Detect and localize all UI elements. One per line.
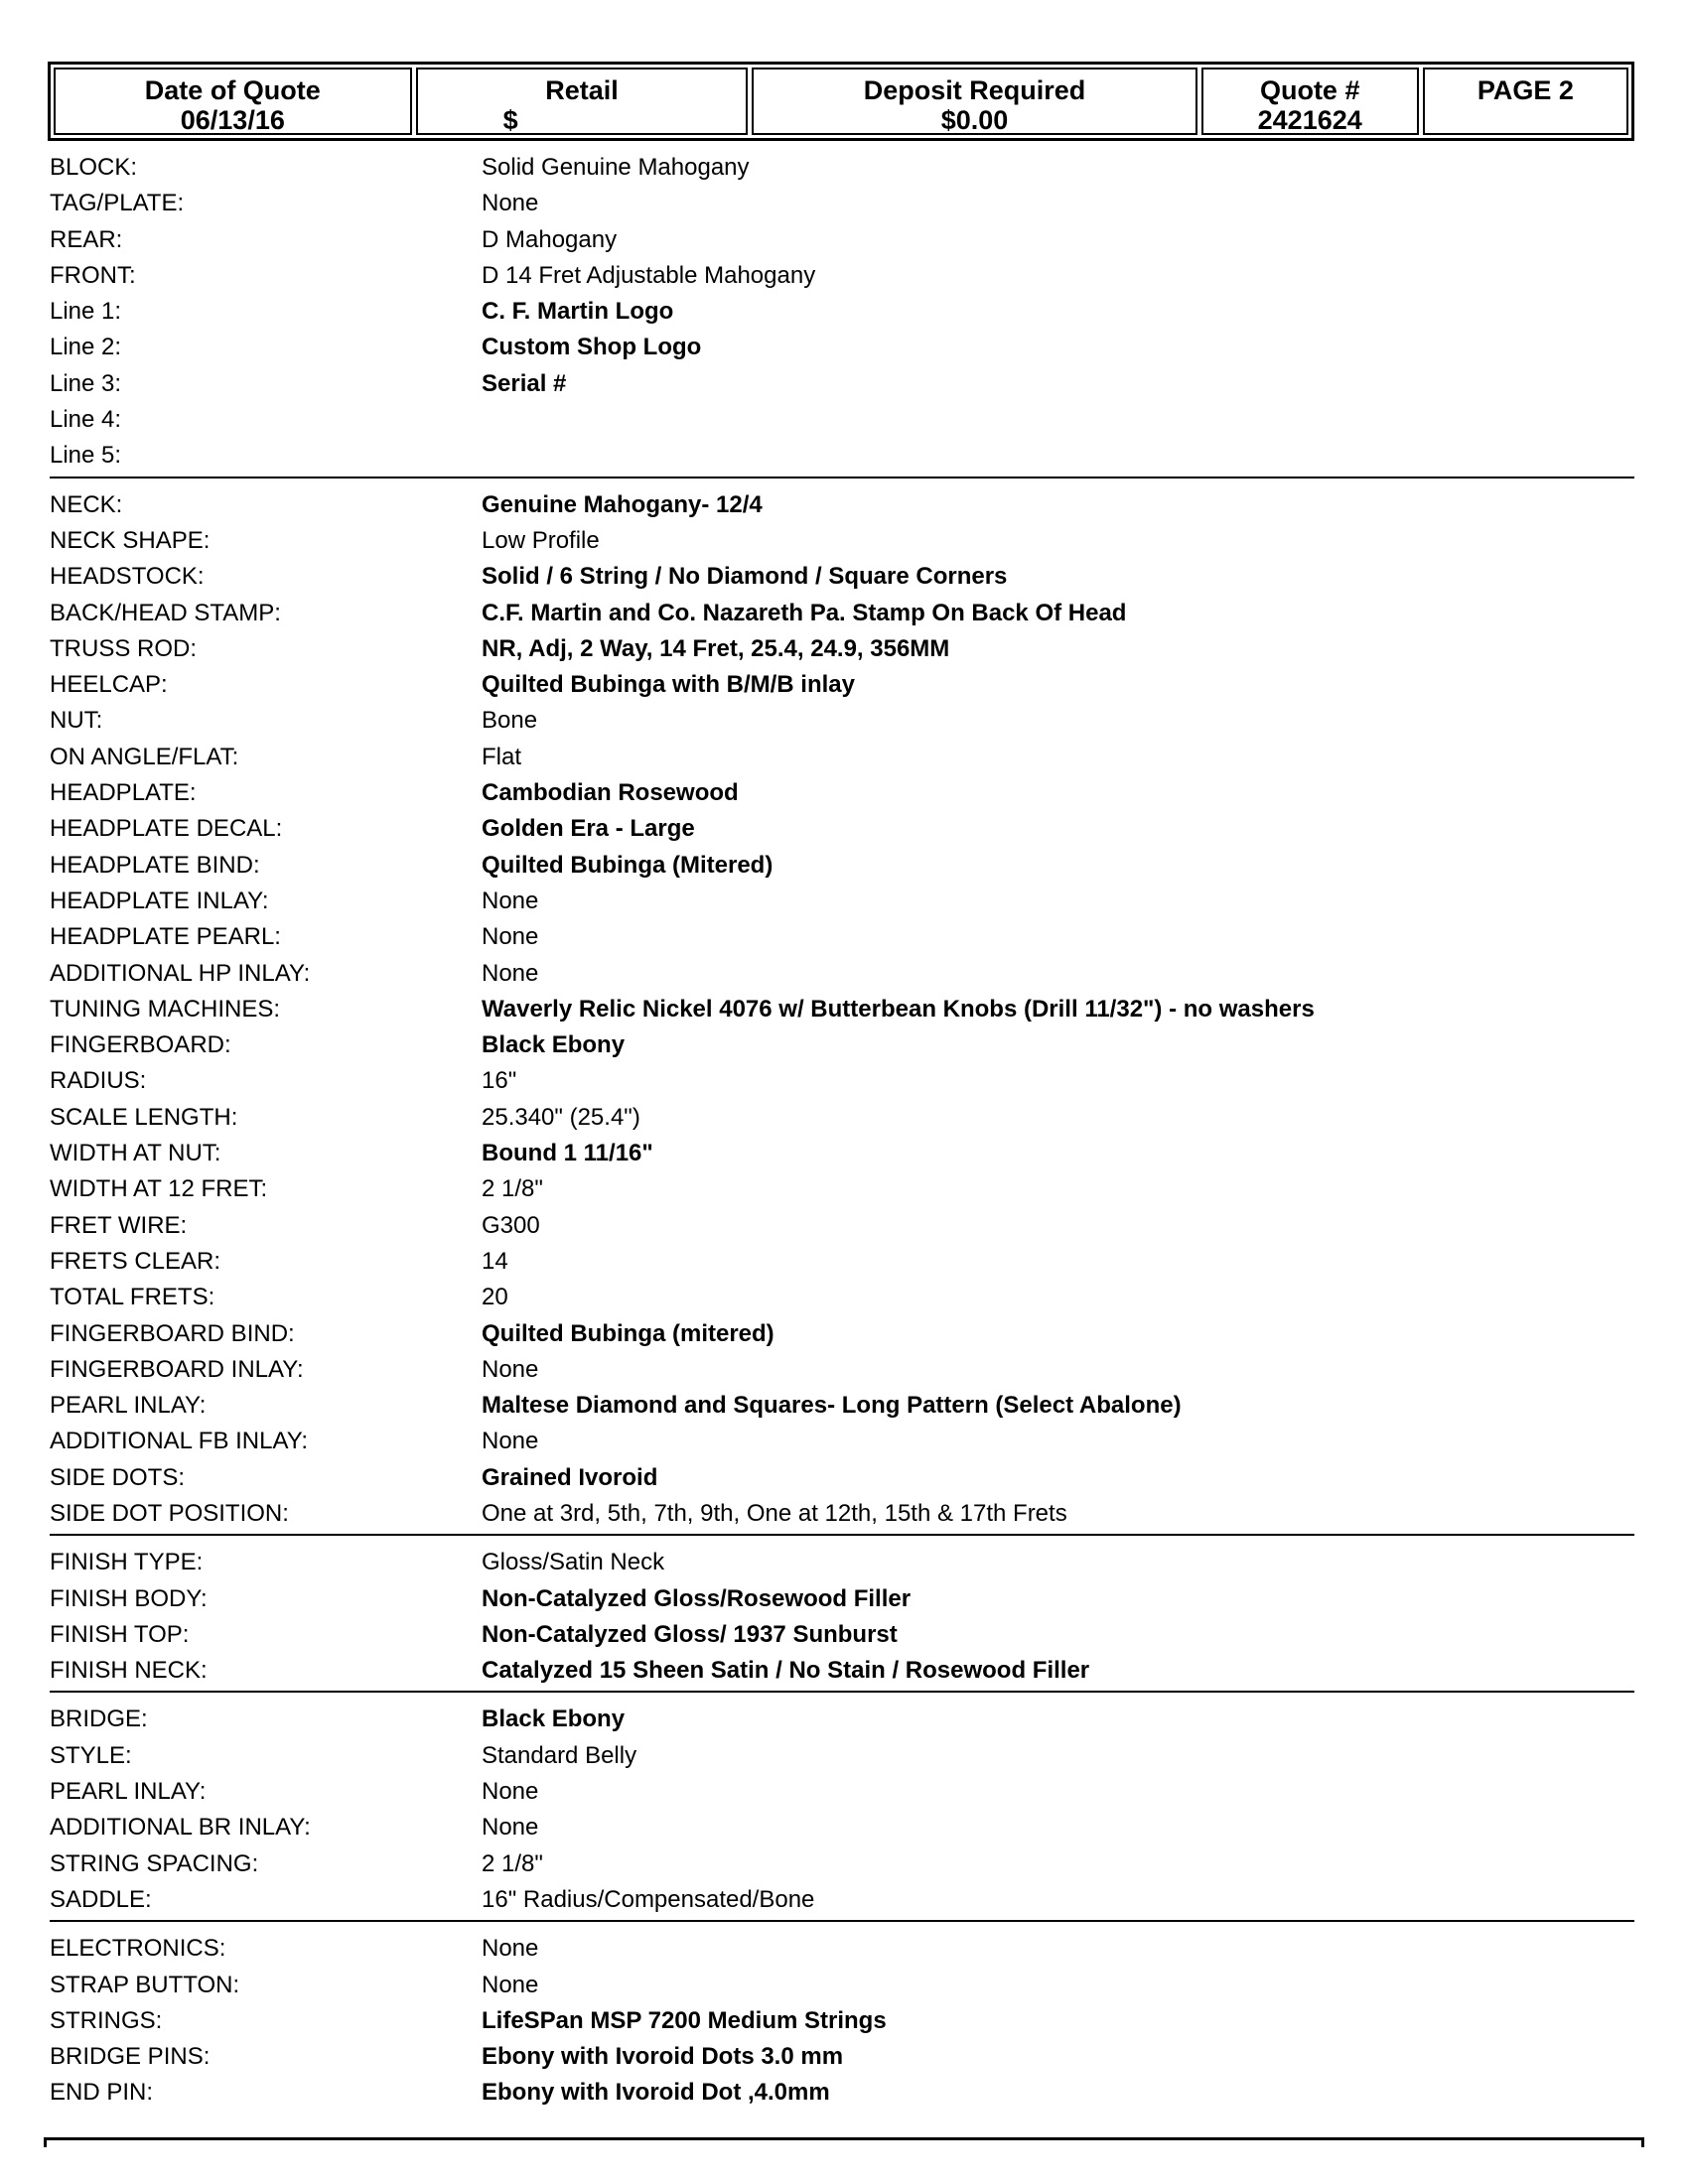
- spec-label: STRING SPACING:: [50, 1849, 259, 1877]
- spec-value: Genuine Mahogany- 12/4: [482, 490, 763, 518]
- spec-value: Ebony with Ivoroid Dot ,4.0mm: [482, 2079, 830, 2107]
- spec-row: [50, 258, 1634, 294]
- spec-value: None: [482, 1971, 539, 1998]
- spec-value: Black Ebony: [482, 1031, 626, 1059]
- spec-row: [50, 848, 1634, 884]
- spec-label: BRIDGE:: [50, 1706, 148, 1733]
- spec-value: One at 3rd, 5th, 7th, 9th, One at 12th, 15th & 17th Frets: [482, 1499, 1067, 1527]
- spec-row: [50, 1496, 1634, 1532]
- spec-value: Quilted Bubinga (mitered): [482, 1319, 774, 1347]
- spec-label: ADDITIONAL BR INLAY:: [50, 1814, 311, 1842]
- spec-value: None: [482, 959, 539, 987]
- spec-row: [50, 1882, 1634, 1918]
- spec-row: [50, 1388, 1634, 1424]
- spec-label: Line 2:: [50, 334, 122, 361]
- spec-value: Cambodian Rosewood: [482, 779, 739, 807]
- spec-label: RADIUS:: [50, 1067, 147, 1095]
- spec-section: [50, 1702, 1634, 1918]
- spec-row: [50, 1171, 1634, 1207]
- spec-value: 25.340" (25.4"): [482, 1103, 640, 1131]
- retail-value: $: [502, 105, 518, 135]
- deposit-required-cell: [752, 68, 1196, 135]
- spec-label: WIDTH AT 12 FRET:: [50, 1175, 268, 1203]
- spec-row: [50, 1968, 1634, 2003]
- spec-value: None: [482, 1935, 539, 1963]
- spec-section: [50, 150, 1634, 475]
- spec-row: [50, 667, 1634, 703]
- spec-label: Line 4:: [50, 406, 122, 434]
- page-number-cell: [1423, 68, 1628, 135]
- spec-label: END PIN:: [50, 2079, 154, 2107]
- spec-value: C.F. Martin and Co. Nazareth Pa. Stamp On Back Of Head: [482, 599, 1127, 626]
- spec-label: SCALE LENGTH:: [50, 1103, 238, 1131]
- spec-row: [50, 884, 1634, 919]
- quote-number-value: 2421624: [1257, 105, 1362, 135]
- spec-label: Line 1:: [50, 298, 122, 326]
- section-divider: [50, 1920, 1634, 1931]
- spec-value: D 14 Fret Adjustable Mahogany: [482, 261, 816, 289]
- quote-number-cell: [1201, 68, 1419, 135]
- spec-row: [50, 775, 1634, 811]
- spec-value: None: [482, 1355, 539, 1383]
- spec-label: TRUSS ROD:: [50, 634, 198, 662]
- spec-row: [50, 1100, 1634, 1136]
- spec-label: NECK:: [50, 490, 123, 518]
- spec-row: [50, 366, 1634, 402]
- spec-label: FINISH TOP:: [50, 1620, 190, 1648]
- spec-value: Waverly Relic Nickel 4076 w/ Butterbean Knobs (Drill 11/32") - no washers: [482, 995, 1315, 1023]
- spec-row: [50, 294, 1634, 330]
- spec-value: NR, Adj, 2 Way, 14 Fret, 25.4, 24.9, 356MM: [482, 634, 950, 662]
- spec-row: [50, 1460, 1634, 1496]
- spec-value: Serial #: [482, 369, 567, 397]
- spec-value: None: [482, 190, 539, 217]
- spec-label: TAG/PLATE:: [50, 190, 185, 217]
- spec-row: [50, 1931, 1634, 1967]
- deposit-required-label: Deposit Required: [863, 75, 1086, 105]
- spec-row: [50, 1810, 1634, 1845]
- spec-value: Flat: [482, 743, 522, 770]
- date-of-quote-label: Date of Quote: [144, 75, 321, 105]
- spec-row: [50, 1702, 1634, 1737]
- spec-value: None: [482, 887, 539, 914]
- spec-label: WIDTH AT NUT:: [50, 1140, 221, 1167]
- spec-value: Solid Genuine Mahogany: [482, 154, 750, 181]
- retail-cell: [416, 68, 749, 135]
- spec-label: NECK SHAPE:: [50, 526, 211, 554]
- section-divider: [50, 477, 1634, 487]
- spec-row: [50, 811, 1634, 847]
- spec-label: HEADPLATE:: [50, 779, 197, 807]
- spec-row: [50, 559, 1634, 595]
- spec-row: [50, 1244, 1634, 1280]
- spec-label: BACK/HEAD STAMP:: [50, 599, 281, 626]
- spec-value: G300: [482, 1211, 540, 1239]
- spec-label: ADDITIONAL HP INLAY:: [50, 959, 311, 987]
- spec-label: STYLE:: [50, 1741, 132, 1769]
- spec-value: Solid / 6 String / No Diamond / Square Corners: [482, 563, 1008, 591]
- spec-row: [50, 919, 1634, 955]
- spec-value: D Mahogany: [482, 225, 618, 253]
- spec-label: FINISH TYPE:: [50, 1549, 204, 1576]
- retail-label: Retail: [545, 75, 619, 105]
- spec-row: [50, 1617, 1634, 1653]
- spec-row: [50, 186, 1634, 221]
- spec-label: SIDE DOT POSITION:: [50, 1499, 289, 1527]
- spec-label: FRET WIRE:: [50, 1211, 188, 1239]
- footer-rule-left-tick: [44, 2137, 47, 2147]
- quote-header: [48, 62, 1634, 141]
- spec-label: PEARL INLAY:: [50, 1392, 207, 1420]
- spec-row: [50, 956, 1634, 992]
- spec-row: [50, 1846, 1634, 1882]
- spec-row: [50, 740, 1634, 775]
- spec-row: [50, 438, 1634, 474]
- spec-row: [50, 487, 1634, 523]
- spec-value: Catalyzed 15 Sheen Satin / No Stain / Rosewood Filler: [482, 1657, 1090, 1685]
- spec-label: FINGERBOARD BIND:: [50, 1319, 295, 1347]
- spec-row: [50, 1581, 1634, 1617]
- spec-label: TOTAL FRETS:: [50, 1284, 215, 1311]
- spec-value: Standard Belly: [482, 1741, 637, 1769]
- spec-label: SADDLE:: [50, 1885, 152, 1913]
- spec-label: FINISH BODY:: [50, 1584, 208, 1612]
- spec-value: 2 1/8": [482, 1849, 543, 1877]
- spec-label: ELECTRONICS:: [50, 1935, 226, 1963]
- spec-row: [50, 1424, 1634, 1459]
- spec-value: Bound 1 11/16": [482, 1140, 653, 1167]
- spec-label: STRAP BUTTON:: [50, 1971, 240, 1998]
- spec-label: FINISH NECK:: [50, 1657, 208, 1685]
- spec-row: [50, 1063, 1634, 1099]
- spec-label: SIDE DOTS:: [50, 1463, 186, 1491]
- spec-row: [50, 1136, 1634, 1171]
- spec-label: TUNING MACHINES:: [50, 995, 281, 1023]
- spec-label: STRINGS:: [50, 2006, 163, 2034]
- spec-value: Gloss/Satin Neck: [482, 1549, 665, 1576]
- section-divider: [50, 1691, 1634, 1702]
- spec-label: HEADPLATE BIND:: [50, 851, 260, 879]
- spec-label: FRONT:: [50, 261, 136, 289]
- spec-label: HEADPLATE INLAY:: [50, 887, 269, 914]
- spec-label: Line 5:: [50, 442, 122, 470]
- spec-label: PEARL INLAY:: [50, 1778, 207, 1806]
- spec-value: 16": [482, 1067, 517, 1095]
- spec-row: [50, 1352, 1634, 1388]
- spec-value: LifeSPan MSP 7200 Medium Strings: [482, 2006, 887, 2034]
- spec-value: 20: [482, 1284, 508, 1311]
- spec-value: Maltese Diamond and Squares- Long Pattern (Select Abalone): [482, 1392, 1182, 1420]
- spec-row: [50, 596, 1634, 631]
- spec-label: HEADSTOCK:: [50, 563, 205, 591]
- spec-row: [50, 1280, 1634, 1315]
- spec-row: [50, 1208, 1634, 1244]
- spec-label: ADDITIONAL FB INLAY:: [50, 1428, 309, 1455]
- spec-label: FINGERBOARD:: [50, 1031, 231, 1059]
- spec-row: [50, 1774, 1634, 1810]
- spec-label: BRIDGE PINS:: [50, 2043, 211, 2071]
- spec-row: [50, 330, 1634, 365]
- spec-row: [50, 1316, 1634, 1352]
- spec-value: 16" Radius/Compensated/Bone: [482, 1885, 815, 1913]
- spec-label: HEADPLATE PEARL:: [50, 923, 281, 951]
- spec-label: Line 3:: [50, 369, 122, 397]
- spec-section: [50, 487, 1634, 1533]
- spec-row: [50, 402, 1634, 438]
- spec-row: [50, 992, 1634, 1027]
- spec-value: Custom Shop Logo: [482, 334, 702, 361]
- page-number-label: PAGE 2: [1477, 75, 1574, 105]
- spec-label: HEADPLATE DECAL:: [50, 815, 283, 843]
- deposit-required-value: $0.00: [940, 105, 1009, 135]
- spec-row: [50, 2039, 1634, 2075]
- spec-value: C. F. Martin Logo: [482, 298, 674, 326]
- footer-rule-right-tick: [1641, 2137, 1644, 2147]
- spec-row: [50, 2003, 1634, 2039]
- date-of-quote-value: 06/13/16: [180, 105, 285, 135]
- spec-label: BLOCK:: [50, 154, 138, 181]
- spec-section: [50, 1545, 1634, 1689]
- spec-value: Black Ebony: [482, 1706, 626, 1733]
- spec-value: None: [482, 1814, 539, 1842]
- spec-row: [50, 222, 1634, 258]
- spec-row: [50, 2075, 1634, 2111]
- spec-value: Non-Catalyzed Gloss/Rosewood Filler: [482, 1584, 912, 1612]
- spec-label: FRETS CLEAR:: [50, 1247, 221, 1275]
- date-of-quote-cell: [54, 68, 412, 135]
- spec-value: Quilted Bubinga with B/M/B inlay: [482, 671, 855, 699]
- spec-value: 2 1/8": [482, 1175, 543, 1203]
- spec-value: None: [482, 923, 539, 951]
- specification-list: [50, 150, 1634, 2112]
- spec-row: [50, 1545, 1634, 1580]
- spec-row: [50, 150, 1634, 186]
- spec-label: REAR:: [50, 225, 123, 253]
- section-divider: [50, 1534, 1634, 1545]
- spec-value: 14: [482, 1247, 508, 1275]
- spec-row: [50, 523, 1634, 559]
- spec-value: None: [482, 1428, 539, 1455]
- spec-row: [50, 631, 1634, 667]
- spec-value: Grained Ivoroid: [482, 1463, 658, 1491]
- spec-value: Bone: [482, 707, 538, 735]
- footer-rule: [44, 2137, 1644, 2140]
- spec-row: [50, 1738, 1634, 1774]
- spec-value: Quilted Bubinga (Mitered): [482, 851, 774, 879]
- spec-row: [50, 703, 1634, 739]
- spec-label: FINGERBOARD INLAY:: [50, 1355, 304, 1383]
- spec-value: Non-Catalyzed Gloss/ 1937 Sunburst: [482, 1620, 898, 1648]
- spec-section: [50, 1931, 1634, 2111]
- spec-label: NUT:: [50, 707, 103, 735]
- spec-row: [50, 1027, 1634, 1063]
- spec-value: Golden Era - Large: [482, 815, 695, 843]
- spec-label: HEELCAP:: [50, 671, 168, 699]
- spec-row: [50, 1653, 1634, 1689]
- spec-value: None: [482, 1778, 539, 1806]
- spec-label: ON ANGLE/FLAT:: [50, 743, 239, 770]
- quote-number-label: Quote #: [1259, 75, 1360, 105]
- spec-value: Ebony with Ivoroid Dots 3.0 mm: [482, 2043, 844, 2071]
- spec-value: Low Profile: [482, 526, 600, 554]
